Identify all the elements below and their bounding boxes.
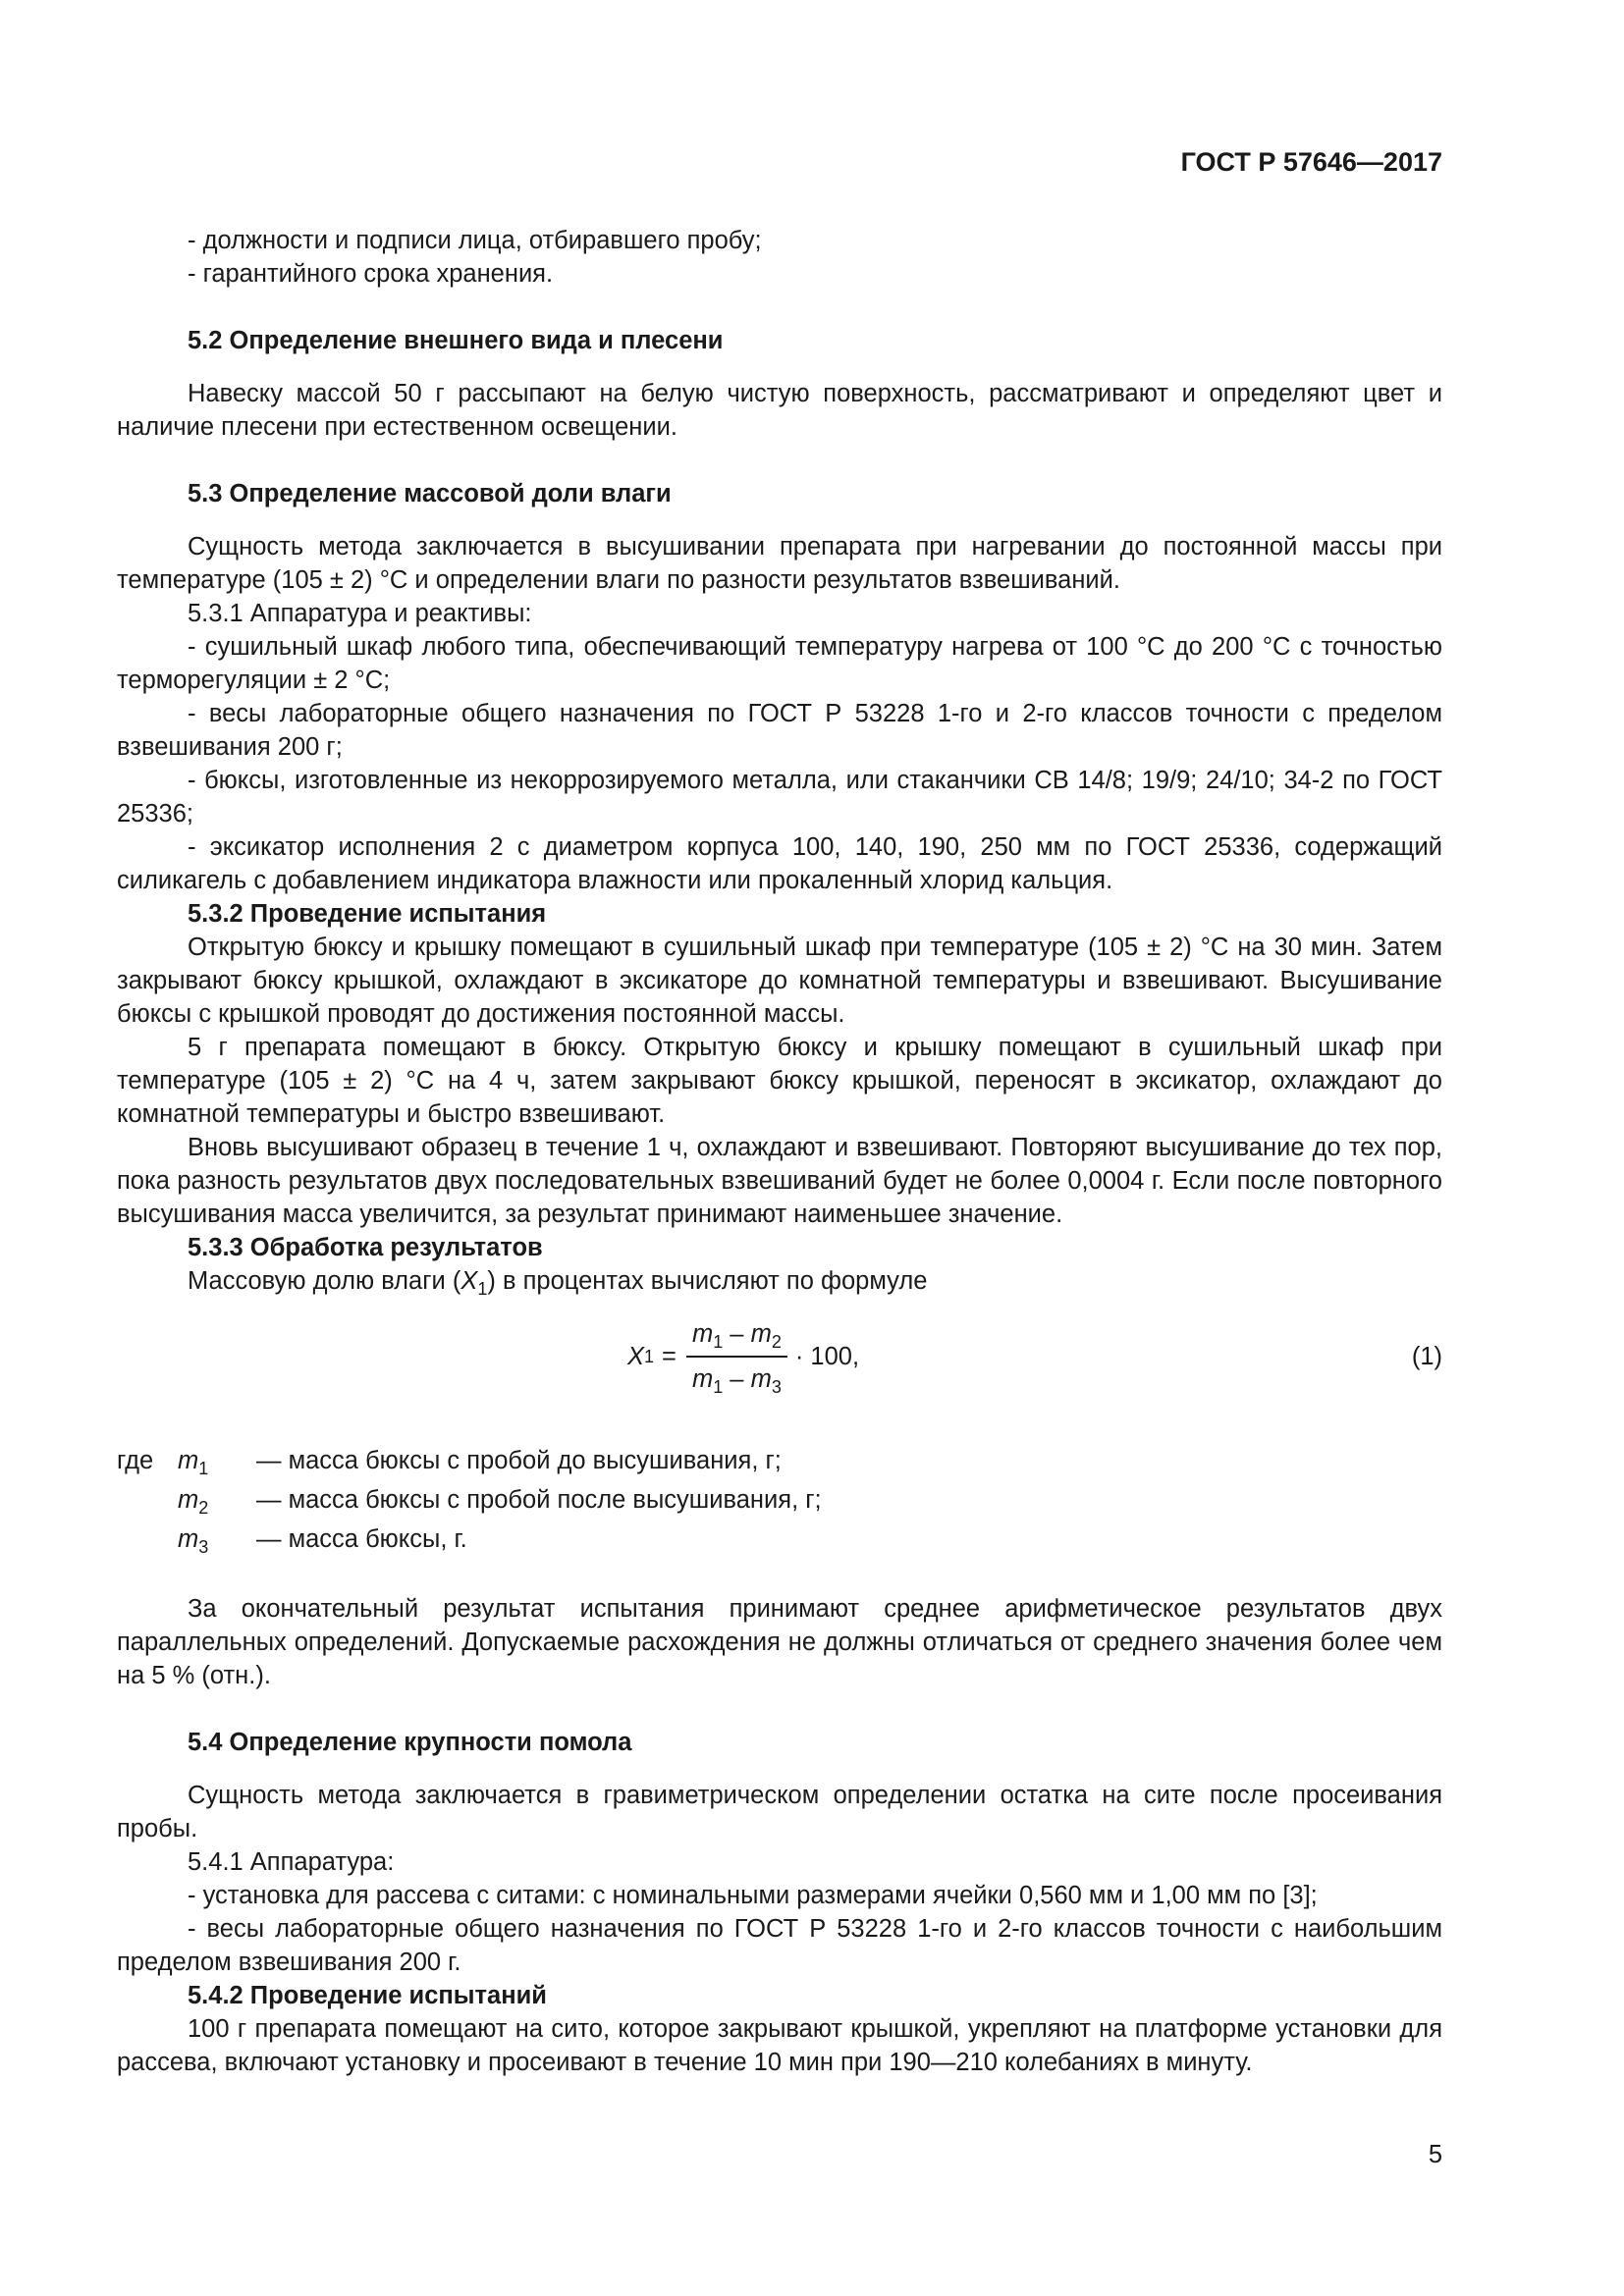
legend-row: $m_2$ — масса бюксы с пробой после высушивания, г;: [178, 1486, 822, 1518]
paragraph: Вновь высушивают образец в течение 1 ч, охлаждают и взвешивают. Повторяют высушивание до тех пор, пока разность результатов двух последовательных взвешиваний будет не более 0,0004 г. Если после повторного высушивания масса увеличится, за результат принимают наименьшее значение.: [117, 1134, 1442, 1228]
document-code: ГОСТ Р 57646—2017: [1180, 147, 1442, 177]
formula-1: [117, 1311, 1442, 1402]
page-number: 5: [1428, 2141, 1442, 2168]
formula-legend: [117, 1441, 1442, 1559]
subsection-heading-5-3-2: 5.3.2 Проведение испытания: [188, 900, 547, 928]
fraction-numerator: $m_1 - m_2$: [686, 1316, 787, 1358]
paragraph: Сущность метода заключается в высушивании препарата при нагревании до постоянной массы при температуре (105 ± 2) °С и определении влаги по разности результатов взвешиваний.: [117, 533, 1442, 594]
list-item: - весы лабораторные общего назначения по ГОСТ Р 53228 1-го и 2-го классов точности с пределом взвешивания 200 г;: [117, 700, 1442, 761]
list-item: - установка для рассева с ситами: с номинальными размерами ячейки 0,560 мм и 1,00 мм по [3];: [188, 1882, 1318, 1909]
section-heading-5-3: 5.3 Определение массовой доли влаги: [188, 480, 672, 507]
formula-intro: Массовую долю влаги $(X_1)$ в процентах вычисляют по формуле: [188, 1267, 928, 1299]
paragraph: 100 г препарата помещают на сито, которое закрывают крышкой, укрепляют на платформе установки для рассева, включают установку и просеивают в течение 10 мин при 190—210 колебаниях в минуту.: [117, 2015, 1442, 2076]
formula-fraction: [686, 1316, 787, 1397]
fraction-denominator: $m_1 - m_3$: [691, 1365, 782, 1397]
paragraph: 5 г препарата помещают в бюксу. Открытую бюксу и крышку помещают в сушильный шкаф при температуре (105 ± 2) °С на 4 ч, затем закрывают бюксу крышкой, переносят в эксикатор, охлаждают до комнатной температуры и быстро взвешивают.: [117, 1034, 1442, 1128]
legend-row: где $m_1$ — масса бюксы с пробой до высушивания, г;: [117, 1447, 782, 1478]
list-item: - должности и подписи лица, отбиравшего пробу;: [188, 227, 762, 254]
paragraph: Открытую бюксу и крышку помещают в сушильный шкаф при температуре (105 ± 2) °С на 30 мин. Затем закрывают бюксу крышкой, охлаждают в эксикаторе до комнатной температуры и взвешивают. Высушивание бюксы с крышкой проводят до достижения постоянной массы.: [117, 934, 1442, 1028]
document-page: [117, 0, 1442, 2296]
subsection-title-5-4-1: 5.4.1 Аппаратура:: [188, 1848, 395, 1876]
legend-row: $m_3$ — масса бюксы, г.: [178, 1525, 467, 1557]
list-item: - весы лабораторные общего назначения по ГОСТ Р 53228 1-го и 2-го классов точности с наибольшим пределом взвешивания 200 г.: [117, 1915, 1442, 1976]
paragraph: За окончательный результат испытания принимают среднее арифметическое результатов двух параллельных определений. Допускаемые расхождения не должны отличаться от среднего значения более чем на 5 % (отн.).: [117, 1595, 1442, 1689]
subsection-title-5-3-1: 5.3.1 Аппаратура и реактивы:: [188, 600, 532, 627]
section-heading-5-2: 5.2 Определение внешнего вида и плесени: [188, 327, 724, 354]
list-item: - бюксы, изготовленные из некоррозируемого металла, или стаканчики СВ 14/8; 19/9; 24/10; 34-2 по ГОСТ 25336;: [117, 767, 1442, 828]
subsection-heading-5-3-3: 5.3.3 Обработка результатов: [188, 1234, 543, 1261]
list-item: - гарантийного срока хранения.: [188, 260, 554, 288]
paragraph: Сущность метода заключается в гравиметрическом определении остатка на сите после просеивания пробы.: [117, 1782, 1442, 1842]
formula-expression: X 1 = $\frac{m_1 - m_2}{m_1 - m_3}$ · 100,: [627, 1311, 859, 1402]
list-item: - сушильный шкаф любого типа, обеспечивающий температуру нагрева от 100 °С до 200 °С с точностью терморегуляции ± 2 °С;: [117, 633, 1442, 694]
document-body: [117, 224, 1442, 2079]
formula-number: (1): [1411, 1343, 1442, 1370]
section-heading-5-4: 5.4 Определение крупности помола: [188, 1729, 632, 1756]
subsection-heading-5-4-2: 5.4.2 Проведение испытаний: [188, 1982, 547, 2009]
paragraph: Навеску массой 50 г рассыпают на белую чистую поверхность, рассматривают и определяют цвет и наличие плесени при естественном освещении.: [117, 380, 1442, 441]
list-item: - эксикатор исполнения 2 с диаметром корпуса 100, 140, 190, 250 мм по ГОСТ 25336, содержащий силикагель с добавлением индикатора влажности или прокаленный хлорид кальция.: [117, 833, 1442, 894]
